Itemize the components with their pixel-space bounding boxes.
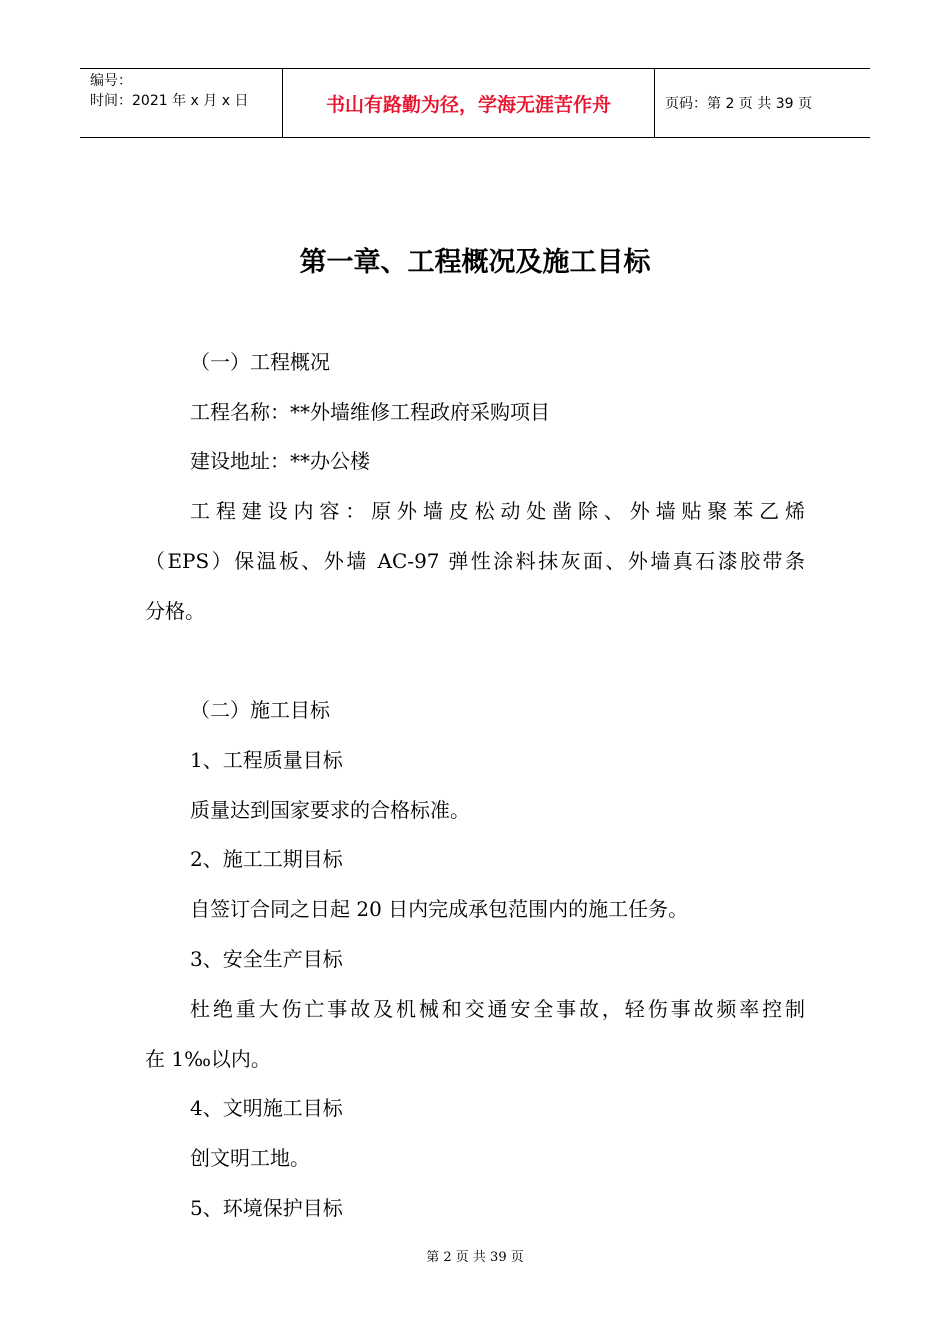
chapter-title: 第一章、工程概况及施工目标 [299, 247, 651, 278]
header-page-label: 页码：第 2 页 共 39 页 [665, 96, 812, 112]
header-motto: 书山有路勤为径，学海无涯苦作舟 [325, 93, 611, 116]
header-meta [80, 69, 282, 137]
project-address: 建设地址：**办公楼 [190, 449, 370, 473]
goal4-title: 4、文明施工目标 [190, 1096, 343, 1120]
goal3-text-line-2: 在 1‰以内。 [145, 1047, 271, 1071]
content-line-1: 工程建设内容：原外墙皮松动处凿除、外墙贴聚苯乙烯 [190, 499, 805, 523]
goal1-text: 质量达到国家要求的合格标准。 [190, 798, 470, 822]
section2-heading: （二）施工目标 [190, 698, 330, 722]
goal4-text: 创文明工地。 [190, 1146, 310, 1170]
goal1-title: 1、工程质量目标 [190, 748, 343, 772]
project-name: 工程名称：**外墙维修工程政府采购项目 [190, 400, 550, 424]
serial-label: 编号： [90, 73, 132, 89]
goal5-title: 5、环境保护目标 [190, 1196, 343, 1220]
goal2-title: 2、施工工期目标 [190, 847, 343, 871]
time-label: 时间：2021 年 x 月 x 日 [90, 93, 249, 109]
goal2-text: 自签订合同之日起 20 日内完成承包范围内的施工任务。 [190, 897, 689, 921]
page-footer: 第 2 页 共 39 页 [426, 1250, 524, 1265]
document-header [80, 68, 870, 138]
section1-heading: （一）工程概况 [190, 350, 330, 374]
goal3-text-line-1: 杜绝重大伤亡事故及机械和交通安全事故，轻伤事故频率控制 [190, 997, 805, 1021]
goal3-title: 3、安全生产目标 [190, 947, 343, 971]
header-motto-cell [282, 69, 655, 137]
content-line-2: （EPS）保温板、外墙 AC-97 弹性涂料抹灰面、外墙真石漆胶带条 [145, 549, 805, 573]
header-page-cell [655, 69, 870, 137]
content-line-3: 分格。 [145, 599, 205, 623]
